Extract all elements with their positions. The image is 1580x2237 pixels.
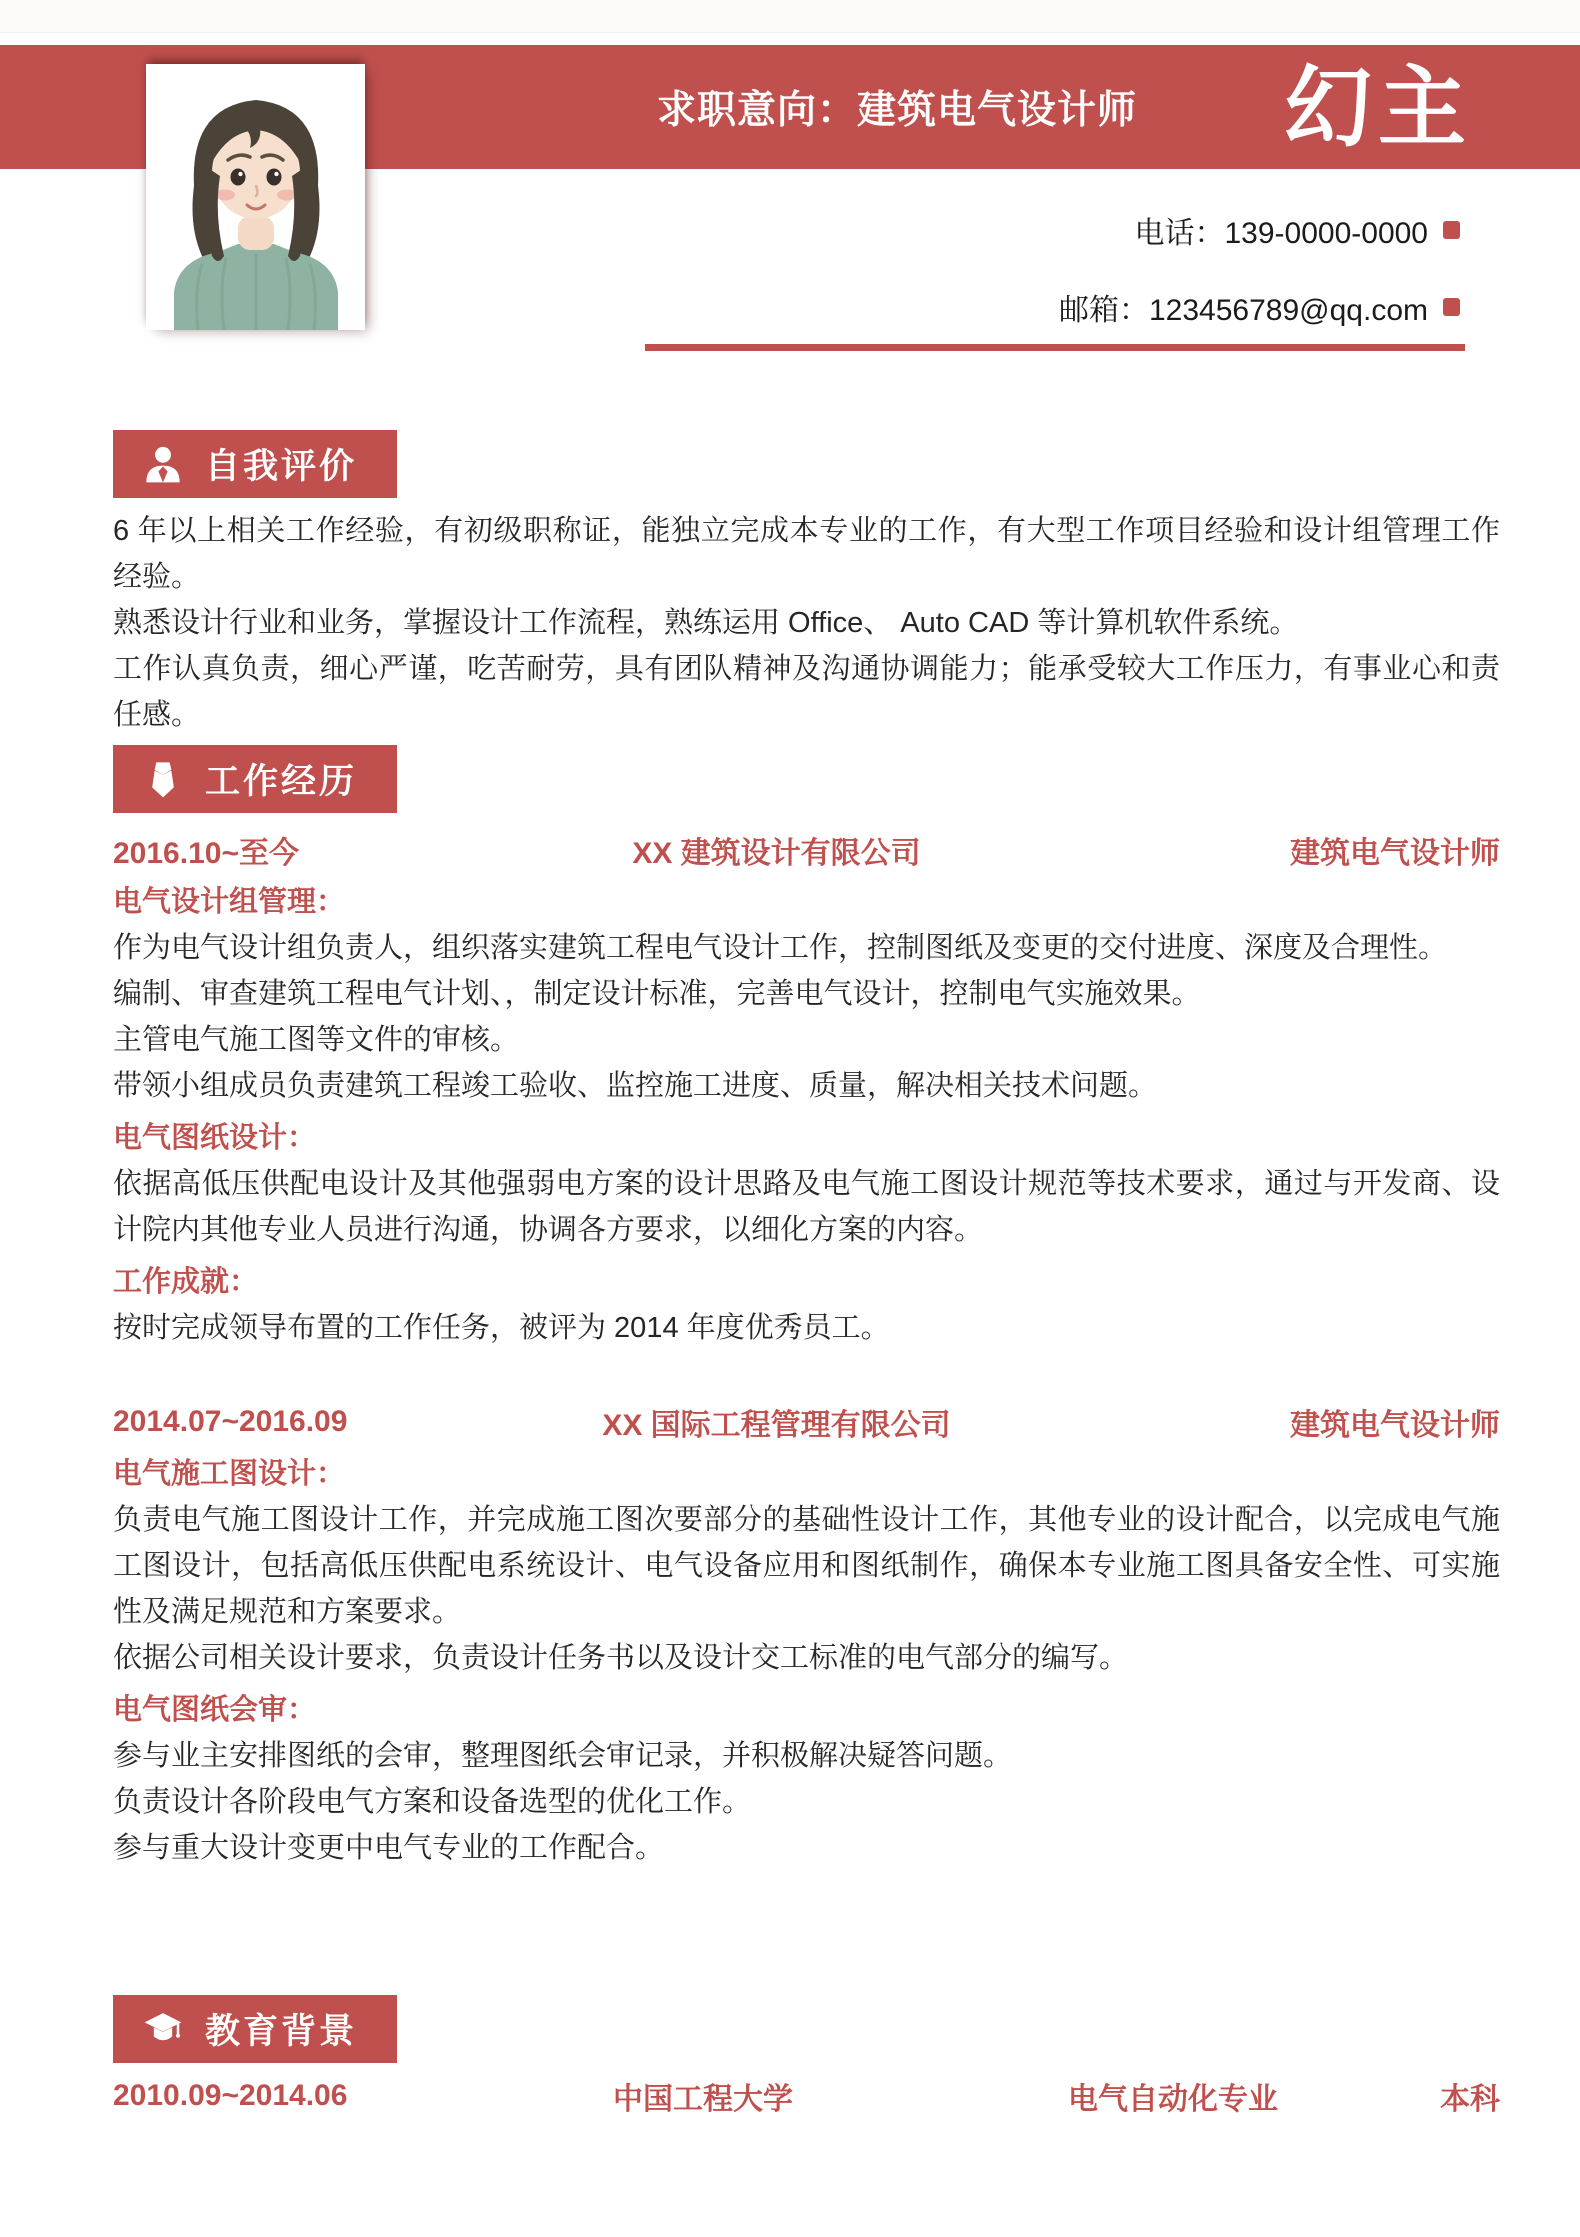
job-company: XX 建筑设计有限公司 bbox=[632, 837, 921, 870]
block-line: 负责设计各阶段电气方案和设备选型的优化工作。 bbox=[113, 1786, 752, 1818]
profile-photo bbox=[146, 64, 365, 330]
phone-text bbox=[1134, 208, 1428, 252]
person-icon bbox=[143, 444, 183, 484]
contact-underline bbox=[645, 344, 1465, 351]
education-school: 中国工程大学 bbox=[613, 2083, 793, 2116]
block-line: 按时完成领导布置的工作任务，被评为 2014 年度优秀员工。 bbox=[113, 1312, 890, 1344]
block-line: 依据高低压供配电设计及其他强弱电方案的设计思路及电气施工图设计规范等技术要求，通过与开发商、设计院内其他专业人员进行沟通，协调各方要求，以细化方案的内容。 bbox=[113, 1168, 1500, 1246]
phone-label: 电话： bbox=[1134, 217, 1225, 250]
block-heading: 电气图纸设计： bbox=[113, 1122, 317, 1154]
job-intention-title bbox=[657, 45, 1137, 169]
section-title: 自我评价 bbox=[205, 447, 358, 486]
section-education bbox=[113, 1995, 1500, 2119]
section-work-experience bbox=[113, 745, 1500, 1871]
summary-line: 工作认真负责，细心严谨，吃苦耐劳，具有团队精神及沟通协调能力；能承受较大工作压力，有事业心和责任感。 bbox=[113, 653, 1500, 731]
job-block bbox=[113, 1115, 1500, 1253]
block-heading: 电气施工图设计： bbox=[113, 1458, 346, 1490]
education-period: 2010.09~2014.06 bbox=[113, 2079, 348, 2112]
job-role: 建筑电气设计师 bbox=[1290, 1409, 1500, 1442]
education-degree: 本科 bbox=[1440, 2083, 1500, 2116]
block-line: 主管电气施工图等文件的审核。 bbox=[113, 1024, 520, 1056]
job-block bbox=[113, 879, 1500, 1109]
job-period: 2016.10~至今 bbox=[113, 837, 299, 870]
work-experience-badge bbox=[113, 745, 397, 813]
block-heading: 电气设计组管理： bbox=[113, 886, 346, 918]
education-entry bbox=[113, 2073, 1500, 2119]
block-heading: 工作成就： bbox=[113, 1266, 259, 1298]
block-line: 编制、审查建筑工程电气计划、，制定设计标准，完善电气设计，控制电气实施效果。 bbox=[113, 978, 1201, 1010]
block-line: 作为电气设计组负责人，组织落实建筑工程电气设计工作，控制图纸及变更的交付进度、深度及合理性。 bbox=[113, 932, 1448, 964]
education-badge bbox=[113, 1995, 397, 2063]
education-major: 电气自动化专业 bbox=[1068, 2083, 1278, 2116]
job-block bbox=[113, 1451, 1500, 1681]
job-header bbox=[113, 827, 1500, 873]
email-value: 123456789@qq.com bbox=[1149, 294, 1428, 327]
summary-line: 熟悉设计行业和业务，掌握设计工作流程，熟练运用 Office、 Auto CAD 等计算机软件系统。 bbox=[113, 607, 1299, 639]
avatar-illustration bbox=[146, 64, 365, 330]
contact-phone-row bbox=[1134, 205, 1460, 255]
job-period: 2014.07~2016.09 bbox=[113, 1405, 348, 1438]
contact-email-row bbox=[1059, 282, 1460, 332]
section-title: 工作经历 bbox=[205, 762, 358, 801]
job-intention-text: 求职意向：建筑电气设计师 bbox=[657, 89, 1138, 132]
block-heading: 电气图纸会审： bbox=[113, 1694, 317, 1726]
job-company: XX 国际工程管理有限公司 bbox=[602, 1409, 951, 1442]
necktie-icon bbox=[143, 759, 183, 799]
job-header bbox=[113, 1399, 1500, 1445]
block-line: 带领小组成员负责建筑工程竣工验收、监控施工进度、质量，解决相关技术问题。 bbox=[113, 1070, 1158, 1102]
graduation-cap-icon bbox=[143, 2009, 183, 2049]
job-role: 建筑电气设计师 bbox=[1290, 837, 1500, 870]
email-text bbox=[1059, 285, 1428, 329]
phone-bullet-icon bbox=[1443, 221, 1460, 239]
brand-logo: 幻主 bbox=[1284, 58, 1473, 157]
job-entry bbox=[113, 827, 1500, 1351]
phone-value: 139-0000-0000 bbox=[1224, 217, 1428, 250]
job-entry bbox=[113, 1399, 1500, 1871]
email-label: 邮箱： bbox=[1059, 294, 1149, 327]
job-block bbox=[113, 1687, 1500, 1871]
self-evaluation-badge bbox=[113, 430, 397, 498]
block-line: 参与重大设计变更中电气专业的工作配合。 bbox=[113, 1832, 665, 1864]
job-block bbox=[113, 1259, 1500, 1351]
block-line: 依据公司相关设计要求，负责设计任务书以及设计交工标准的电气部分的编写。 bbox=[113, 1642, 1129, 1674]
summary-line: 6 年以上相关工作经验，有初级职称证，能独立完成本专业的工作，有大型工作项目经验和设计组管理工作经验。 bbox=[113, 515, 1500, 593]
block-line: 负责电气施工图设计工作，并完成施工图次要部分的基础性设计工作，其他专业的设计配合，以完成电气施工图设计，包括高低压供配电系统设计、电气设备应用和图纸制作，确保本专业施工图具备安全性、可实施性及满足规范和方案要求。 bbox=[113, 1504, 1500, 1628]
section-self-evaluation bbox=[113, 430, 1500, 738]
email-bullet-icon bbox=[1443, 298, 1460, 316]
block-line: 参与业主安排图纸的会审，整理图纸会审记录，并积极解决疑答问题。 bbox=[113, 1740, 1013, 1772]
page-top-edge bbox=[0, 0, 1580, 33]
section-title: 教育背景 bbox=[205, 2012, 358, 2051]
